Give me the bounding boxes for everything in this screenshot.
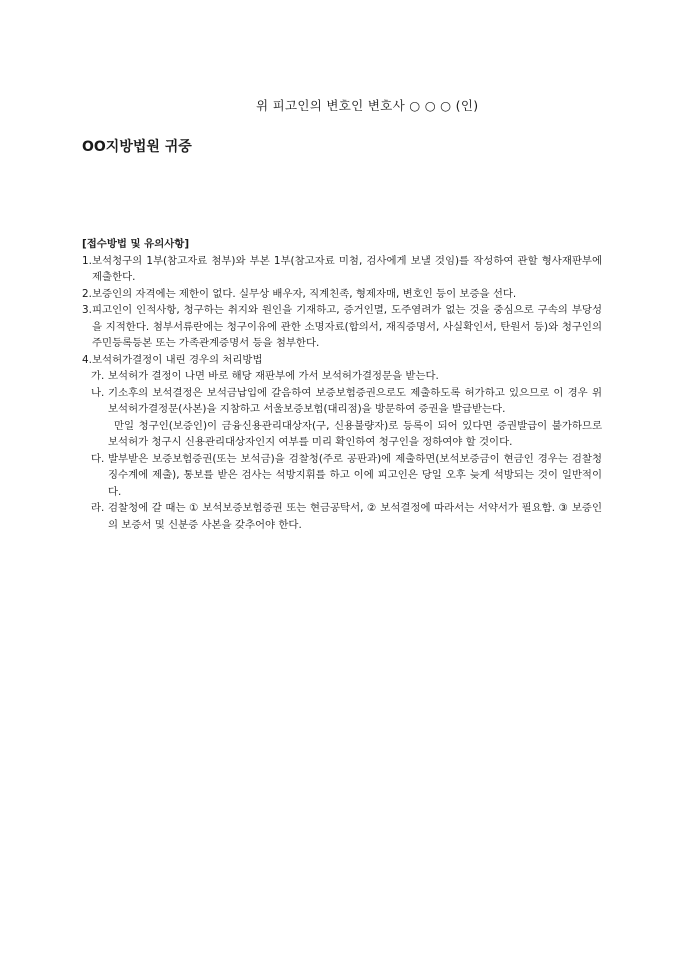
note-subitem-marker: 나. <box>91 386 105 399</box>
note-subitem-marker: 라. <box>91 502 105 514</box>
note-subitem-marker: 가. <box>91 370 105 382</box>
note-item-text: 보증인의 자격에는 제한이 없다. 실무상 배우자, 직계친족, 형제자매, 변호인 등이 보증을 선다. <box>92 287 517 300</box>
note-subitem-text: 기소후의 보석결정은 보석금납입에 갈음하여 보증보험증권으로도 제출하도록 허가하고 있으므로 이 경우 위 보석허가결정문(사본)을 지참하고 서울보증보험(대리점)을 방문하여 증권을 발급받는다. <box>108 386 602 415</box>
note-item-number: 1. <box>82 254 92 267</box>
note-item-number: 2. <box>82 287 92 300</box>
note-item <box>82 253 602 286</box>
note-subitem <box>82 385 602 418</box>
note-subitem-marker: 다. <box>91 452 105 465</box>
filing-notes-section <box>82 236 602 533</box>
court-addressee: OO지방법원 귀중 <box>82 139 192 155</box>
note-item-number: 3. <box>82 304 92 316</box>
note-item-text: 보석허가결정이 내린 경우의 처리방법 <box>92 353 263 366</box>
note-subitem <box>82 368 602 385</box>
note-subitem-text: 검찰청에 갈 때는 ① 보석보증보험증권 또는 현금공탁서, ② 보석결정에 따라서는 서약서가 필요함. ③ 보증인의 보증서 및 신분증 사본을 갖추어야 한다. <box>108 502 602 531</box>
note-item <box>82 286 602 303</box>
note-subitem <box>82 451 602 501</box>
note-item <box>82 302 602 352</box>
note-subitem-extra: 만일 청구인(보증인)이 금융신용관리대상자(구, 신용불량자)로 등록이 되어 있다면 증권발급이 불가하므로 보석허가 청구시 신용관리대상자인지 여부를 미리 확인하여 청구인을 정하여야 할 것이다. <box>108 419 602 448</box>
note-subitem <box>82 500 602 533</box>
note-item-text: 보석청구의 1부(참고자료 첨부)와 부본 1부(참고자료 미첨, 검사에게 보낼 것임)를 작성하여 관할 형사재판부에 제출한다. <box>92 254 602 283</box>
note-subitem-text: 보석허가 결정이 나면 바로 해당 재판부에 가서 보석허가결정문을 받는다. <box>108 370 439 382</box>
note-item-text: 피고인이 인적사항, 청구하는 취지와 원인을 기재하고, 증거인멸, 도주염려가 없는 것을 중심으로 구속의 부당성을 지적한다. 첨부서류란에는 청구이유에 관한 소명자료(합의서, 재직증명서, 사실확인서, 탄원서 등)와 청구인의 주민등록등본 또는 가족관계증명서 등을 첨부한다. <box>92 304 602 349</box>
note-item <box>82 352 602 369</box>
attorney-signature-line: 위 피고인의 변호인 변호사 ○ ○ ○ (인) <box>256 98 479 113</box>
note-subitem-text: 발부받은 보증보험증권(또는 보석금)을 검찰청(주로 공판과)에 제출하면(보석보증금이 현금인 경우는 검찰청 징수계에 제출), 통보를 받은 검사는 석방지휘를 하고 이에 피고인은 당일 오후 늦게 석방되는 것이 일반적이다. <box>108 452 602 498</box>
note-item-number: 4. <box>82 353 92 366</box>
notes-title: [접수방법 및 유의사항] <box>82 238 190 250</box>
